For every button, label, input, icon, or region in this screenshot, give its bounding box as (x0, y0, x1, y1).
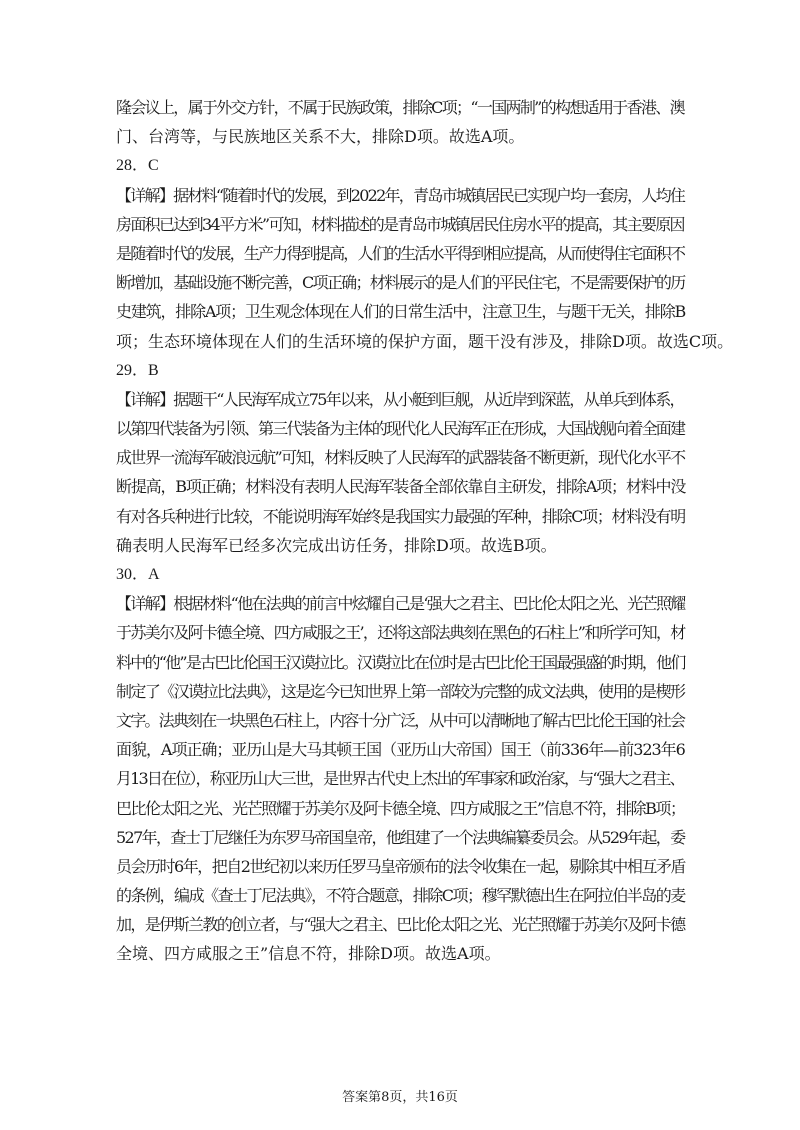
explanation-line: 房面积已达到34平方米”可知，材料描述的是青岛市城镇居民住房水平的提高，其主要原因 (116, 214, 684, 234)
explanation-line: 的条例，编成《查士丁尼法典》，不符合题意，排除C项；穆罕默德出生在阿拉伯半岛的麦 (116, 886, 685, 906)
question-number: 30．A (116, 566, 160, 583)
question-block (116, 356, 686, 560)
explanation-line: 【详解】据材料“随着时代的发展，到2022年，青岛市城镇居民已实现户均一套房，人均住 (116, 185, 685, 205)
intro-paragraph (116, 93, 686, 151)
explanation-line: 成世界一流海军破浪远航”可知，材料反映了人民海军的武器装备不断更新，现代化水平不 (116, 448, 685, 468)
page-footer: 答案第8页，共16页 (342, 1090, 458, 1105)
explanation-line: 史建筑，排除A项；卫生观念体现在人们的日常生活中，注意卫生，与题干无关，排除B (116, 302, 686, 322)
explanation-line: 料中的“他”是古巴比伦国王汉谟拉比。汉谟拉比在位时是古巴比伦王国最强盛的时期，他们 (116, 652, 685, 672)
question-block (116, 151, 734, 355)
question-number: 28．C (116, 157, 159, 175)
explanation-line: 527年，查士丁尼继任为东罗马帝国皇帝，他组建了一个法典编纂委员会。从529年起，委 (116, 827, 685, 847)
explanation-line: 有对各兵种进行比较，不能说明海军始终是我国实力最强的军种，排除C项；材料没有明 (116, 506, 685, 526)
explanation-line: 以第四代装备为引领、第三代装备为主体的现代化人民海军正在形成，大国战舰向着全面建 (116, 419, 685, 439)
explanation-line: 断提高，B项正确；材料没有表明人民海军装备全部依靠自主研发，排除A项；材料中没 (116, 477, 686, 497)
explanation-line: 确表明人民海军已经多次完成出访任务，排除D项。故选B项。 (116, 535, 557, 555)
intro-line: 门、台湾等，与民族地区关系不大，排除D项。故选A项。 (116, 127, 525, 147)
explanation-line: 面貌，A项正确；亚历山是大马其顿王国（亚历山大帝国）国王（前336年—前323年6 (116, 740, 685, 760)
question-list (116, 151, 734, 968)
explanation-line: 员会历时6年，把自2世纪初以来历任罗马皇帝颁布的法令收集在一起，剔除其中相互矛盾 (116, 856, 685, 876)
explanation-line: 【详解】根据材料“他在法典的前言中炫耀自己是‘强大之君主、巴比伦太阳之光、光芒照耀 (116, 594, 685, 614)
intro-line: 隆会议上，属于外交方针，不属于民族政策，排除C项；“一国两制”的构想适用于香港、澳 (116, 98, 684, 117)
explanation-line: 月13日在位），称亚历山大三世，是世界古代史上杰出的军事家和政治家，与“强大之君主、 (116, 769, 684, 789)
explanation-line: 巴比伦太阳之光、光芒照耀于苏美尔及阿卡德全境、四方咸服之王”信息不符，排除B项； (116, 798, 685, 818)
explanation-line: 加，是伊斯兰教的创立者，与“强大之君主、巴比伦太阳之光、光芒照耀于苏美尔及阿卡德 (116, 915, 685, 935)
explanation-line: 全境、四方咸服之王”信息不符，排除D项。故选A项。 (116, 944, 501, 964)
question-number: 29．B (116, 361, 159, 379)
answer-content (116, 93, 734, 969)
explanation-line: 于苏美尔及阿卡德全境、四方咸服之王’，还将这部法典刻在黑色的石柱上”和所学可知，材 (116, 623, 685, 643)
explanation-line: 是随着时代的发展，生产力得到提高，人们的生活水平得到相应提高，从而使得住宅面积不 (116, 243, 685, 263)
explanation-line: 【详解】据题干“人民海军成立75年以来，从小艇到巨舰，从近岸到深蓝，从单兵到体系， (116, 389, 684, 409)
explanation-line: 制定了《汉谟拉比法典》，这是迄今已知世界上第一部较为完整的成文法典，使用的是楔形 (116, 681, 685, 701)
explanation-line: 文字。法典刻在一块黑色石柱上，内容十分广泛，从中可以清晰地了解古巴比伦王国的社会 (116, 710, 685, 730)
question-block (116, 560, 686, 969)
explanation-line: 项；生态环境体现在人们的生活环境的保护方面，题干没有涉及，排除D项。故选C项。 (116, 331, 734, 351)
explanation-line: 断增加，基础设施不断完善，C项正确；材料展示的是人们的平民住宅，不是需要保护的历 (116, 273, 685, 293)
